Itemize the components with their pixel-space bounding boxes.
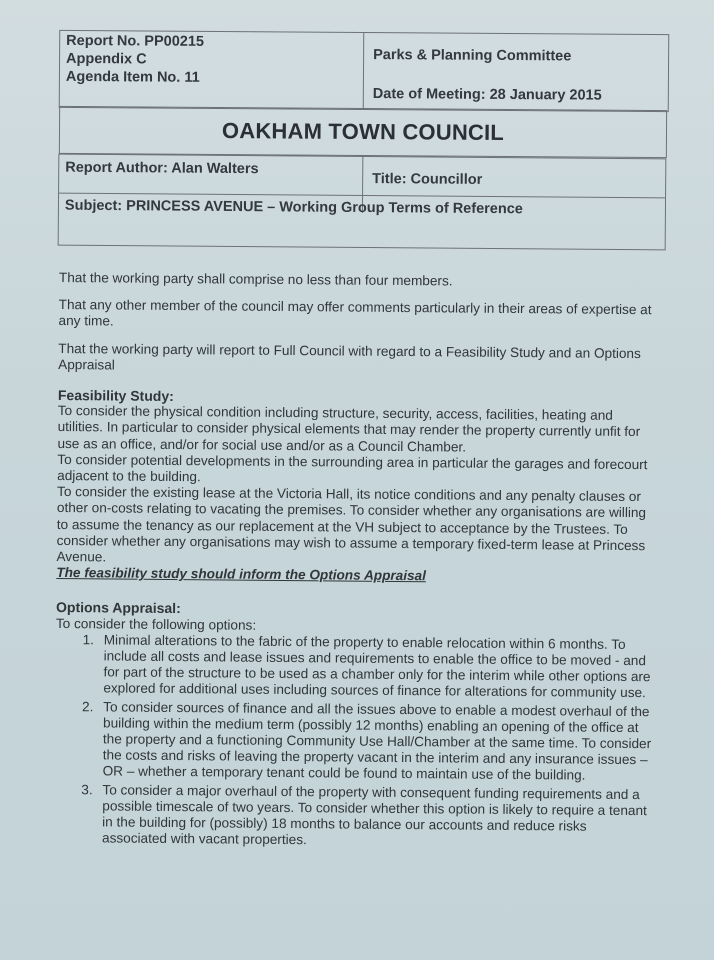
report-number: Report No. PP00215 (66, 32, 205, 50)
author-subject-table (58, 154, 667, 251)
committee-name: Parks & Planning Committee (373, 47, 572, 65)
meeting-date: Date of Meeting: 28 January 2015 (372, 86, 602, 104)
report-subject: Subject: PRINCESS AVENUE – Working Group Terms of Reference (64, 197, 523, 218)
feasibility-note: The feasibility study should inform the Options Appraisal (56, 565, 427, 584)
feasibility-paragraph: To consider potential developments in the surrounding area in particular the garages and forecourt adjacent to the building. (57, 451, 648, 485)
feasibility-paragraph: To consider the physical condition including structure, security, access, facilities, heating and utilities. In particular to consider physical elements that may render the property currently unfit for use as an office, and/or for social use and/or as a Council Chamber. (57, 403, 641, 455)
report-body (54, 270, 659, 854)
appendix-label: Appendix C (66, 50, 147, 68)
header-divider (363, 33, 365, 109)
feasibility-heading: Feasibility Study: (57, 387, 174, 405)
options-heading: Options Appraisal: (55, 599, 181, 617)
feasibility-paragraph: To consider the existing lease at the Victoria Hall, its notice conditions and any penalty clauses or other on-costs relating to vacating the premises. To consider whether any organisations are willing to assume the tenancy as our replacement at the VH subject to acceptance by the Trustees. To consider whether any organisations may wish to assume a temporary fixed-term lease at Princess Avenue. (56, 484, 647, 565)
option-item: 3. To consider a major overhaul of the property with consequent funding requirements and a possible timescale of two years. To consider whether this option is likely to require a tenant in the building for (possibly) 18 months to balance our accounts and reduce risks associated with vacant properties. (96, 782, 655, 852)
author-title: Title: Councillor (372, 171, 483, 188)
council-name: OAKHAM TOWN COUNCIL (221, 118, 505, 145)
report-header-table (59, 30, 670, 112)
options-intro: To consider the following options: (55, 615, 257, 633)
options-list (54, 632, 656, 852)
agenda-item: Agenda Item No. 11 (65, 68, 200, 86)
intro-paragraph: That the working party will report to Full Council with regard to a Feasibility Study and an Options Appraisal (58, 340, 641, 373)
report-author: Report Author: Alan Walters (65, 159, 259, 178)
option-item: 2. To consider sources of finance and all the issues above to enable a modest overhaul of the building within the medium term (possibly 12 months) enabling an opening of the office at the property and a functioning Community Use Hall/Chamber at the same time. To consider the costs and risks of leaving the property vacant in the interim and any insurance issues –OR – whether a temporary tenant could be found to maintain use of the building. (97, 699, 656, 785)
intro-paragraph: That any other member of the council may offer comments particularly in their areas of expertise at any time. (58, 297, 652, 329)
council-name-box (59, 106, 667, 158)
option-item: 1. Minimal alterations to the fabric of the property to enable relocation within 6 months. To include all costs and lease issues and requirements to enable the office to be moved - and for part of the structure to be used as a chamber only for the interim while other options are explored for additional uses including sources of finance for alterations for community use. (97, 632, 656, 702)
intro-paragraph: That the working party shall comprise no less than four members. (58, 270, 453, 289)
